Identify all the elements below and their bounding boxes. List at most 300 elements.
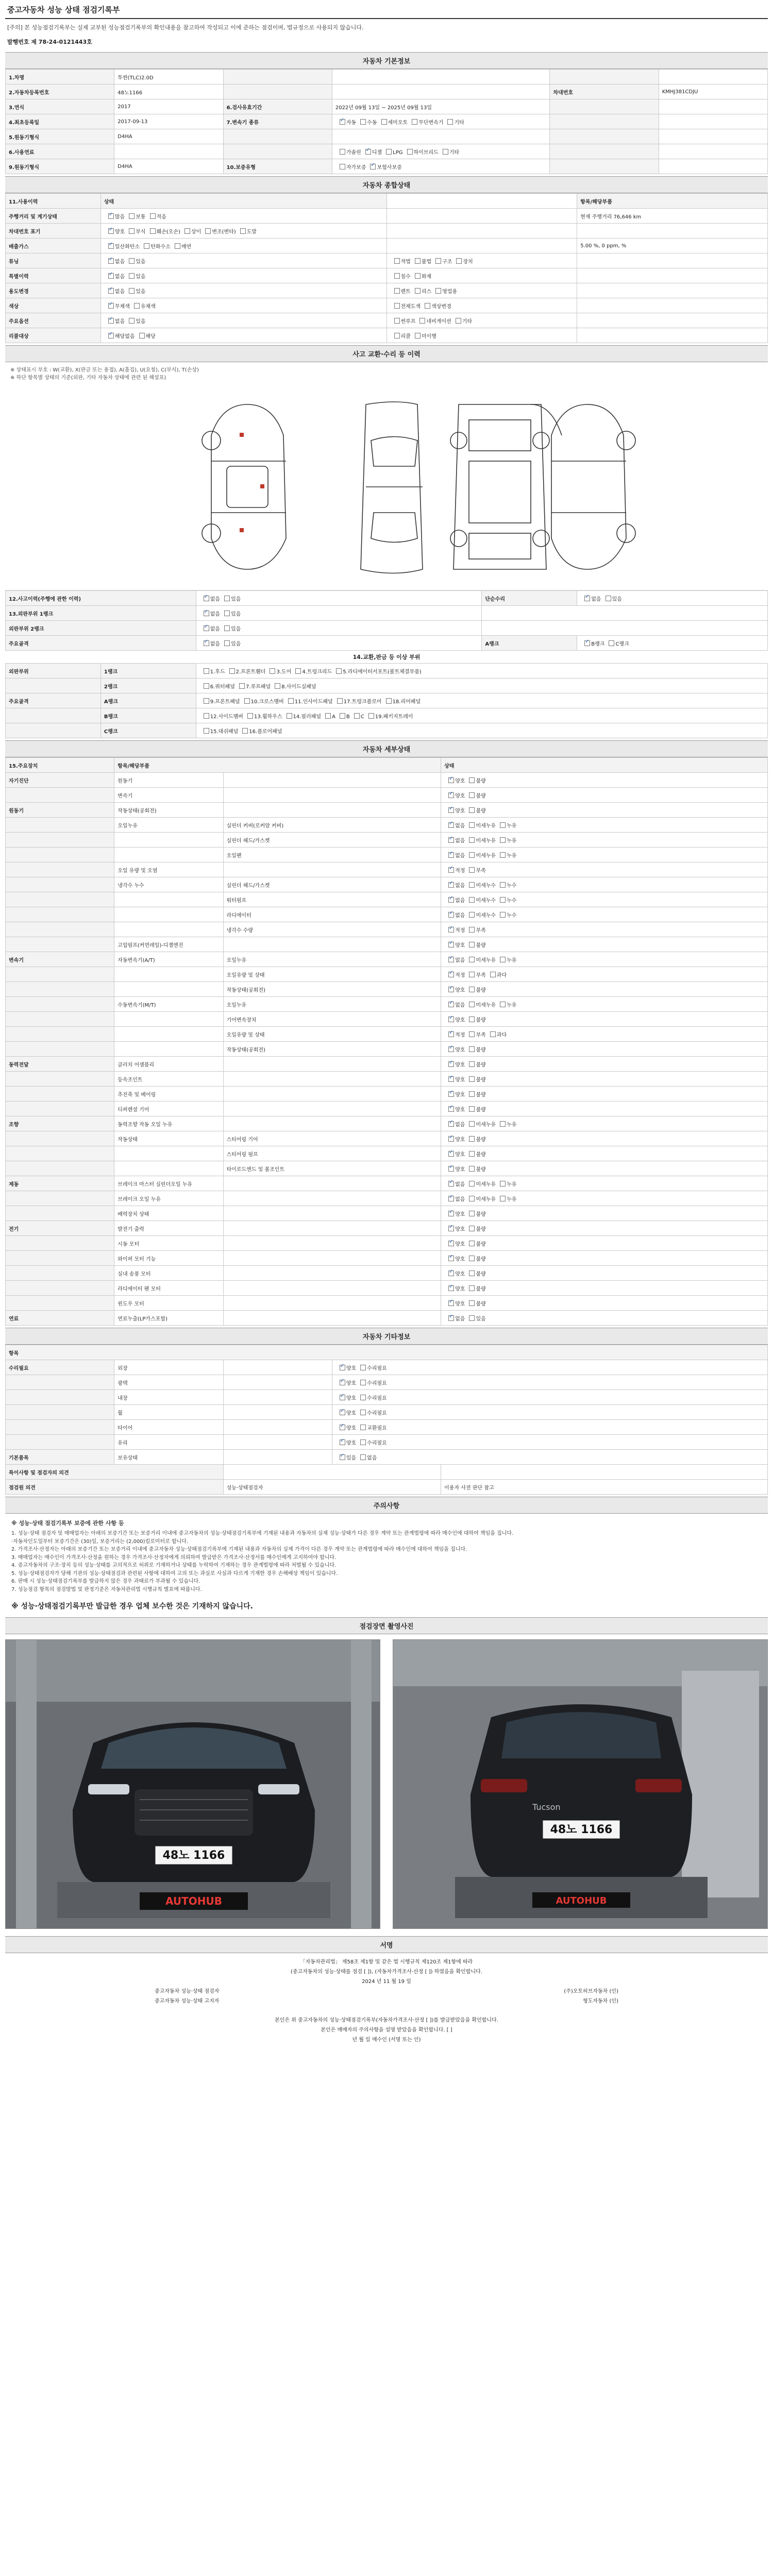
checkbox-icon[interactable] <box>500 1181 506 1187</box>
checkbox-icon[interactable] <box>204 728 209 734</box>
checkbox-icon[interactable] <box>469 927 475 933</box>
checkbox-option[interactable] <box>465 1284 485 1292</box>
checkbox-icon[interactable] <box>448 777 454 783</box>
checkbox-option[interactable] <box>444 1135 465 1143</box>
checkbox-option[interactable] <box>465 821 496 829</box>
checkbox-option[interactable] <box>465 1269 485 1277</box>
checkbox-icon[interactable] <box>108 333 114 338</box>
checkbox-icon[interactable] <box>448 822 454 828</box>
checkbox-icon[interactable] <box>448 1256 454 1261</box>
checkbox-option[interactable] <box>465 956 496 963</box>
checkbox-icon[interactable] <box>448 972 454 977</box>
checkbox-icon[interactable] <box>415 288 421 294</box>
checkbox-icon[interactable] <box>204 683 209 689</box>
checkbox-option[interactable] <box>496 911 516 919</box>
checkbox-option[interactable] <box>465 1060 485 1068</box>
checkbox-option[interactable] <box>580 639 604 647</box>
checkbox-icon[interactable] <box>295 668 301 674</box>
checkbox-option[interactable] <box>452 257 473 265</box>
checkbox-icon[interactable] <box>336 668 342 674</box>
checkbox-icon[interactable] <box>469 777 475 783</box>
checkbox-icon[interactable] <box>469 1091 475 1097</box>
checkbox-icon[interactable] <box>340 713 345 719</box>
checkbox-icon[interactable] <box>239 683 245 689</box>
checkbox-option[interactable] <box>465 1240 485 1247</box>
checkbox-icon[interactable] <box>242 728 248 734</box>
checkbox-icon[interactable] <box>325 713 331 719</box>
checkbox-option[interactable] <box>104 272 125 280</box>
checkbox-option[interactable] <box>335 163 366 171</box>
checkbox-option[interactable] <box>465 851 496 859</box>
checkbox-option[interactable] <box>104 257 125 265</box>
checkbox-icon[interactable] <box>469 1181 475 1187</box>
checkbox-option[interactable] <box>465 1165 485 1173</box>
checkbox-option[interactable] <box>104 317 125 325</box>
checkbox-option[interactable] <box>465 866 485 874</box>
checkbox-option[interactable] <box>465 806 485 814</box>
checkbox-icon[interactable] <box>448 1315 454 1321</box>
checkbox-option[interactable] <box>220 609 241 617</box>
checkbox-option[interactable] <box>443 118 464 126</box>
checkbox-option[interactable] <box>444 911 465 919</box>
checkbox-icon[interactable] <box>469 1106 475 1112</box>
checkbox-option[interactable] <box>465 881 496 889</box>
checkbox-option[interactable] <box>444 1105 465 1113</box>
checkbox-option[interactable] <box>465 896 496 904</box>
checkbox-option[interactable] <box>444 1299 465 1307</box>
checkbox-option[interactable] <box>125 212 145 220</box>
checkbox-option[interactable] <box>356 1453 377 1461</box>
checkbox-icon[interactable] <box>469 1046 475 1052</box>
checkbox-option[interactable] <box>465 776 485 784</box>
checkbox-icon[interactable] <box>129 318 135 324</box>
checkbox-icon[interactable] <box>448 1031 454 1037</box>
checkbox-icon[interactable] <box>500 837 506 843</box>
checkbox-option[interactable] <box>411 332 436 340</box>
checkbox-icon[interactable] <box>448 1002 454 1007</box>
checkbox-option[interactable] <box>335 713 350 720</box>
checkbox-option[interactable] <box>444 1284 465 1292</box>
checkbox-icon[interactable] <box>469 852 475 858</box>
checkbox-option[interactable] <box>125 272 145 280</box>
checkbox-option[interactable] <box>199 697 240 705</box>
checkbox-icon[interactable] <box>584 596 590 601</box>
checkbox-icon[interactable] <box>340 164 345 170</box>
checkbox-icon[interactable] <box>448 1270 454 1276</box>
checkbox-option[interactable] <box>125 257 145 265</box>
checkbox-option[interactable] <box>465 911 496 919</box>
checkbox-icon[interactable] <box>469 912 475 918</box>
checkbox-icon[interactable] <box>204 668 209 674</box>
checkbox-option[interactable] <box>496 821 516 829</box>
checkbox-icon[interactable] <box>448 1016 454 1022</box>
checkbox-icon[interactable] <box>500 822 506 828</box>
checkbox-option[interactable] <box>335 1364 356 1371</box>
checkbox-option[interactable] <box>146 227 180 235</box>
checkbox-option[interactable] <box>271 682 316 690</box>
checkbox-icon[interactable] <box>386 698 392 704</box>
checkbox-icon[interactable] <box>448 1166 454 1172</box>
checkbox-option[interactable] <box>465 1255 485 1262</box>
checkbox-icon[interactable] <box>394 318 400 324</box>
checkbox-option[interactable] <box>444 1314 465 1322</box>
checkbox-option[interactable] <box>130 302 156 310</box>
checkbox-icon[interactable] <box>229 668 235 674</box>
checkbox-option[interactable] <box>444 851 465 859</box>
checkbox-option[interactable] <box>356 1409 387 1416</box>
checkbox-option[interactable] <box>465 1314 485 1322</box>
checkbox-option[interactable] <box>171 242 191 250</box>
checkbox-option[interactable] <box>356 1379 387 1386</box>
checkbox-icon[interactable] <box>370 164 376 170</box>
checkbox-icon[interactable] <box>184 228 190 234</box>
checkbox-icon[interactable] <box>340 1439 345 1445</box>
checkbox-option[interactable] <box>465 791 485 799</box>
checkbox-icon[interactable] <box>240 228 246 234</box>
checkbox-option[interactable] <box>408 118 443 126</box>
checkbox-icon[interactable] <box>469 1136 475 1142</box>
checkbox-option[interactable] <box>104 302 130 310</box>
checkbox-option[interactable] <box>465 1015 485 1023</box>
checkbox-icon[interactable] <box>490 1031 496 1037</box>
checkbox-icon[interactable] <box>204 640 209 646</box>
checkbox-option[interactable] <box>356 1394 387 1401</box>
checkbox-option[interactable] <box>243 712 282 720</box>
checkbox-option[interactable] <box>604 639 629 647</box>
checkbox-icon[interactable] <box>368 713 374 719</box>
checkbox-icon[interactable] <box>448 1300 454 1306</box>
checkbox-option[interactable] <box>235 682 271 690</box>
checkbox-option[interactable] <box>236 227 257 235</box>
checkbox-option[interactable] <box>411 287 431 295</box>
checkbox-option[interactable] <box>356 1438 387 1446</box>
checkbox-icon[interactable] <box>490 972 496 977</box>
checkbox-option[interactable] <box>465 926 485 934</box>
checkbox-icon[interactable] <box>337 698 343 704</box>
checkbox-option[interactable] <box>496 1195 516 1202</box>
checkbox-option[interactable] <box>265 667 291 675</box>
checkbox-icon[interactable] <box>381 119 387 125</box>
checkbox-icon[interactable] <box>425 303 430 309</box>
checkbox-icon[interactable] <box>247 713 253 719</box>
checkbox-icon[interactable] <box>448 1136 454 1142</box>
checkbox-icon[interactable] <box>469 1016 475 1022</box>
checkbox-icon[interactable] <box>340 149 345 155</box>
checkbox-option[interactable] <box>444 896 465 904</box>
checkbox-icon[interactable] <box>448 882 454 888</box>
checkbox-option[interactable] <box>465 1135 485 1143</box>
checkbox-option[interactable] <box>225 667 266 675</box>
checkbox-icon[interactable] <box>469 1196 475 1201</box>
checkbox-option[interactable] <box>125 227 145 235</box>
checkbox-option[interactable] <box>180 227 201 235</box>
checkbox-option[interactable] <box>125 287 145 295</box>
checkbox-icon[interactable] <box>244 698 250 704</box>
checkbox-option[interactable] <box>601 595 622 602</box>
checkbox-option[interactable] <box>444 1045 465 1053</box>
checkbox-icon[interactable] <box>360 1365 366 1370</box>
checkbox-option[interactable] <box>335 1453 356 1461</box>
checkbox-icon[interactable] <box>609 640 614 646</box>
checkbox-icon[interactable] <box>448 957 454 962</box>
checkbox-option[interactable] <box>104 332 135 340</box>
checkbox-icon[interactable] <box>415 333 421 338</box>
checkbox-icon[interactable] <box>412 119 417 125</box>
checkbox-option[interactable] <box>220 595 241 602</box>
checkbox-icon[interactable] <box>394 333 400 338</box>
checkbox-option[interactable] <box>465 1090 485 1098</box>
checkbox-icon[interactable] <box>448 897 454 903</box>
checkbox-icon[interactable] <box>448 1151 454 1157</box>
checkbox-icon[interactable] <box>139 333 145 338</box>
checkbox-option[interactable] <box>444 806 465 814</box>
checkbox-icon[interactable] <box>224 625 230 631</box>
checkbox-option[interactable] <box>382 697 421 705</box>
checkbox-option[interactable] <box>465 1045 485 1053</box>
checkbox-icon[interactable] <box>435 288 441 294</box>
checkbox-icon[interactable] <box>500 882 506 888</box>
checkbox-icon[interactable] <box>144 243 149 249</box>
checkbox-option[interactable] <box>465 941 485 948</box>
checkbox-icon[interactable] <box>469 867 475 873</box>
checkbox-icon[interactable] <box>448 1196 454 1201</box>
checkbox-option[interactable] <box>444 941 465 948</box>
checkbox-option[interactable] <box>199 712 243 720</box>
checkbox-icon[interactable] <box>448 942 454 947</box>
checkbox-icon[interactable] <box>469 957 475 962</box>
checkbox-icon[interactable] <box>360 119 366 125</box>
checkbox-icon[interactable] <box>469 1031 475 1037</box>
checkbox-icon[interactable] <box>456 258 462 264</box>
checkbox-icon[interactable] <box>204 625 209 631</box>
checkbox-option[interactable] <box>390 257 411 265</box>
checkbox-icon[interactable] <box>270 668 275 674</box>
checkbox-icon[interactable] <box>443 149 448 155</box>
checkbox-option[interactable] <box>444 1030 465 1038</box>
checkbox-option[interactable] <box>465 1150 485 1158</box>
checkbox-option[interactable] <box>431 287 457 295</box>
checkbox-option[interactable] <box>390 332 411 340</box>
checkbox-icon[interactable] <box>469 1226 475 1231</box>
checkbox-option[interactable] <box>496 896 516 904</box>
checkbox-option[interactable] <box>335 1379 356 1386</box>
checkbox-icon[interactable] <box>129 228 135 234</box>
checkbox-icon[interactable] <box>469 807 475 813</box>
checkbox-option[interactable] <box>486 971 507 978</box>
checkbox-icon[interactable] <box>448 867 454 873</box>
checkbox-icon[interactable] <box>360 1395 366 1400</box>
checkbox-option[interactable] <box>377 118 408 126</box>
checkbox-icon[interactable] <box>448 1106 454 1112</box>
checkbox-icon[interactable] <box>500 852 506 858</box>
checkbox-icon[interactable] <box>448 852 454 858</box>
checkbox-option[interactable] <box>580 595 601 602</box>
checkbox-icon[interactable] <box>448 837 454 843</box>
checkbox-icon[interactable] <box>354 713 360 719</box>
checkbox-option[interactable] <box>444 1075 465 1083</box>
checkbox-icon[interactable] <box>448 1211 454 1216</box>
checkbox-icon[interactable] <box>224 611 230 616</box>
checkbox-icon[interactable] <box>448 1226 454 1231</box>
checkbox-option[interactable] <box>444 1269 465 1277</box>
checkbox-option[interactable] <box>332 667 422 675</box>
checkbox-icon[interactable] <box>129 273 135 279</box>
checkbox-icon[interactable] <box>500 1002 506 1007</box>
checkbox-icon[interactable] <box>415 258 421 264</box>
checkbox-option[interactable] <box>199 595 220 602</box>
checkbox-icon[interactable] <box>150 228 156 234</box>
checkbox-icon[interactable] <box>448 912 454 918</box>
checkbox-icon[interactable] <box>448 927 454 933</box>
checkbox-option[interactable] <box>465 1299 485 1307</box>
checkbox-icon[interactable] <box>448 1091 454 1097</box>
checkbox-icon[interactable] <box>108 243 114 249</box>
checkbox-icon[interactable] <box>469 972 475 977</box>
checkbox-icon[interactable] <box>108 273 114 279</box>
checkbox-option[interactable] <box>390 302 421 310</box>
checkbox-icon[interactable] <box>360 1380 366 1385</box>
checkbox-icon[interactable] <box>394 273 400 279</box>
checkbox-option[interactable] <box>496 1001 516 1008</box>
checkbox-option[interactable] <box>199 609 220 617</box>
checkbox-option[interactable] <box>465 1180 496 1188</box>
checkbox-option[interactable] <box>465 1105 485 1113</box>
checkbox-icon[interactable] <box>469 897 475 903</box>
checkbox-option[interactable] <box>465 1120 496 1128</box>
checkbox-icon[interactable] <box>340 1454 345 1460</box>
checkbox-icon[interactable] <box>500 912 506 918</box>
checkbox-icon[interactable] <box>469 1270 475 1276</box>
checkbox-option[interactable] <box>496 1180 516 1188</box>
checkbox-icon[interactable] <box>394 288 400 294</box>
checkbox-option[interactable] <box>199 624 220 632</box>
checkbox-option[interactable] <box>444 1060 465 1068</box>
checkbox-option[interactable] <box>321 713 335 720</box>
checkbox-option[interactable] <box>496 956 516 963</box>
checkbox-option[interactable] <box>291 667 332 675</box>
checkbox-option[interactable] <box>444 776 465 784</box>
checkbox-icon[interactable] <box>456 318 461 324</box>
checkbox-icon[interactable] <box>129 258 135 264</box>
checkbox-icon[interactable] <box>469 1300 475 1306</box>
checkbox-icon[interactable] <box>469 837 475 843</box>
checkbox-option[interactable] <box>465 1030 485 1038</box>
checkbox-icon[interactable] <box>360 1439 366 1445</box>
checkbox-option[interactable] <box>444 1240 465 1247</box>
checkbox-icon[interactable] <box>407 149 413 155</box>
checkbox-icon[interactable] <box>129 213 135 219</box>
checkbox-option[interactable] <box>415 317 451 325</box>
checkbox-icon[interactable] <box>360 1454 366 1460</box>
checkbox-icon[interactable] <box>108 228 114 234</box>
checkbox-option[interactable] <box>335 1438 356 1446</box>
checkbox-icon[interactable] <box>447 119 453 125</box>
checkbox-option[interactable] <box>444 1225 465 1232</box>
checkbox-option[interactable] <box>451 317 472 325</box>
checkbox-icon[interactable] <box>469 1285 475 1291</box>
checkbox-option[interactable] <box>220 624 241 632</box>
checkbox-option[interactable] <box>411 272 431 280</box>
checkbox-icon[interactable] <box>175 243 180 249</box>
checkbox-icon[interactable] <box>204 611 209 616</box>
checkbox-option[interactable] <box>411 257 431 265</box>
checkbox-option[interactable] <box>444 881 465 889</box>
checkbox-option[interactable] <box>465 1225 485 1232</box>
checkbox-icon[interactable] <box>448 1061 454 1067</box>
checkbox-option[interactable] <box>431 257 452 265</box>
checkbox-option[interactable] <box>364 712 413 720</box>
checkbox-option[interactable] <box>382 149 402 156</box>
checkbox-option[interactable] <box>444 836 465 844</box>
checkbox-icon[interactable] <box>340 1395 345 1400</box>
checkbox-icon[interactable] <box>448 1181 454 1187</box>
checkbox-icon[interactable] <box>150 213 156 219</box>
checkbox-option[interactable] <box>146 212 166 220</box>
checkbox-option[interactable] <box>335 118 356 126</box>
checkbox-icon[interactable] <box>469 1256 475 1261</box>
checkbox-icon[interactable] <box>365 149 371 155</box>
checkbox-icon[interactable] <box>469 987 475 992</box>
checkbox-option[interactable] <box>335 1394 356 1401</box>
checkbox-icon[interactable] <box>448 792 454 798</box>
checkbox-option[interactable] <box>465 1001 496 1008</box>
checkbox-option[interactable] <box>444 821 465 829</box>
checkbox-icon[interactable] <box>448 807 454 813</box>
checkbox-icon[interactable] <box>134 303 140 309</box>
checkbox-option[interactable] <box>201 227 236 235</box>
checkbox-icon[interactable] <box>340 1410 345 1415</box>
checkbox-option[interactable] <box>350 713 364 720</box>
checkbox-icon[interactable] <box>448 1285 454 1291</box>
checkbox-option[interactable] <box>444 971 465 978</box>
checkbox-option[interactable] <box>465 1075 485 1083</box>
checkbox-icon[interactable] <box>108 213 114 219</box>
checkbox-icon[interactable] <box>108 318 114 324</box>
checkbox-option[interactable] <box>356 1423 387 1431</box>
checkbox-icon[interactable] <box>584 640 590 646</box>
checkbox-icon[interactable] <box>500 1121 506 1127</box>
checkbox-option[interactable] <box>284 697 333 705</box>
checkbox-option[interactable] <box>444 1255 465 1262</box>
checkbox-icon[interactable] <box>340 1425 345 1430</box>
checkbox-option[interactable] <box>403 148 439 156</box>
checkbox-option[interactable] <box>421 302 451 310</box>
checkbox-option[interactable] <box>333 697 382 705</box>
checkbox-icon[interactable] <box>448 1121 454 1127</box>
checkbox-option[interactable] <box>361 148 382 156</box>
checkbox-icon[interactable] <box>108 258 114 264</box>
checkbox-icon[interactable] <box>340 1380 345 1385</box>
checkbox-option[interactable] <box>335 1423 356 1431</box>
checkbox-option[interactable] <box>199 682 235 690</box>
checkbox-icon[interactable] <box>386 149 392 155</box>
checkbox-option[interactable] <box>496 836 516 844</box>
checkbox-option[interactable] <box>140 242 171 250</box>
checkbox-option[interactable] <box>496 851 516 859</box>
checkbox-option[interactable] <box>104 287 125 295</box>
checkbox-option[interactable] <box>465 836 496 844</box>
checkbox-icon[interactable] <box>448 1046 454 1052</box>
checkbox-option[interactable] <box>125 317 145 325</box>
checkbox-icon[interactable] <box>360 1410 366 1415</box>
checkbox-option[interactable] <box>390 272 411 280</box>
checkbox-option[interactable] <box>238 727 282 735</box>
checkbox-option[interactable] <box>199 667 225 675</box>
checkbox-icon[interactable] <box>360 1425 366 1430</box>
checkbox-icon[interactable] <box>204 713 209 719</box>
checkbox-option[interactable] <box>366 163 401 171</box>
checkbox-option[interactable] <box>444 986 465 993</box>
